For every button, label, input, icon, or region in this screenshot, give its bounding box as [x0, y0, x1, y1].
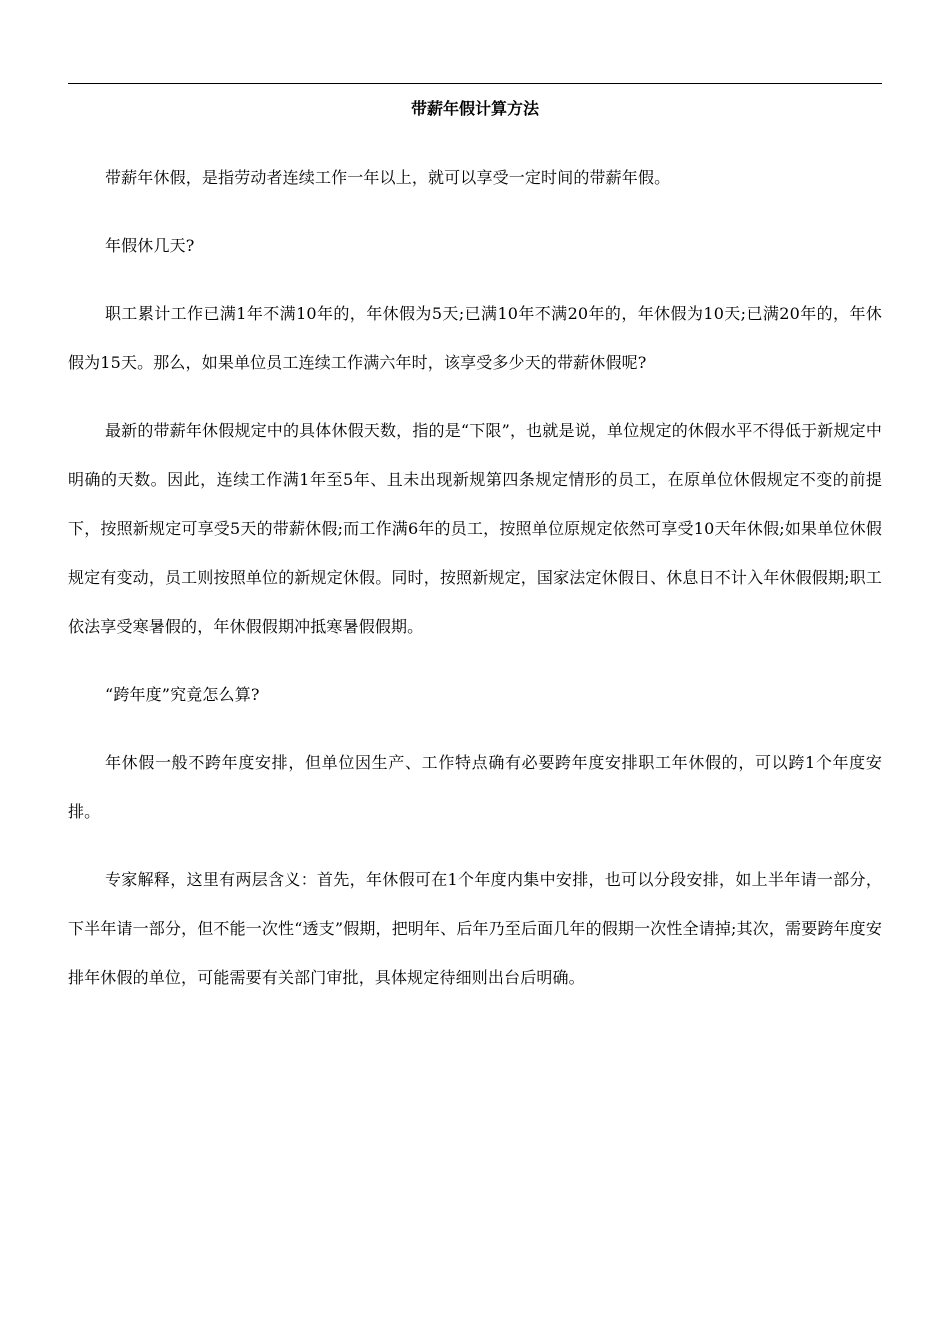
document-body — [68, 153, 882, 1021]
paragraph-expert-explanation: 专家解释，这里有两层含义：首先，年休假可在1个年度内集中安排，也可以分段安排，如上半年请一部分，下半年请一部分，但不能一次性“透支”假期，把明年、后年乃至后面几年的假期一次性全请掉;其次，需要跨年度安排年休假的单位，可能需要有关部门审批，具体规定待细则出台后明确。 — [68, 870, 882, 987]
document-title: 带薪年假计算方法 — [410, 99, 539, 118]
paragraph-question-cross-year: “跨年度”究竟怎么算? — [105, 685, 260, 704]
paragraph-intro: 带薪年休假，是指劳动者连续工作一年以上，就可以享受一定时间的带薪年假。 — [105, 168, 671, 187]
paragraph-day-rules: 职工累计工作已满1年不满10年的，年休假为5天;已满10年不满20年的，年休假为10天;已满20年的，年休假为15天。那么，如果单位员工连续工作满六年时，该享受多少天的带薪休假呢? — [68, 304, 882, 372]
header-rule — [68, 83, 882, 84]
paragraph-question-days: 年假休几天? — [105, 236, 195, 255]
paragraph-lower-limit: 最新的带薪年休假规定中的具体休假天数，指的是“下限”，也就是说，单位规定的休假水平不得低于新规定中明确的天数。因此，连续工作满1年至5年、且未出现新规第四条规定情形的员工，在原单位休假规定不变的前提下，按照新规定可享受5天的带薪休假;而工作满6年的员工，按照单位原规定依然可享受10天年休假;如果单位休假规定有变动，员工则按照单位的新规定休假。同时，按照新规定，国家法定休假日、休息日不计入年休假假期;职工依法享受寒暑假的，年休假假期冲抵寒暑假假期。 — [68, 421, 882, 636]
paragraph-cross-year-rule: 年休假一般不跨年度安排，但单位因生产、工作特点确有必要跨年度安排职工年休假的，可以跨1个年度安排。 — [68, 753, 882, 821]
